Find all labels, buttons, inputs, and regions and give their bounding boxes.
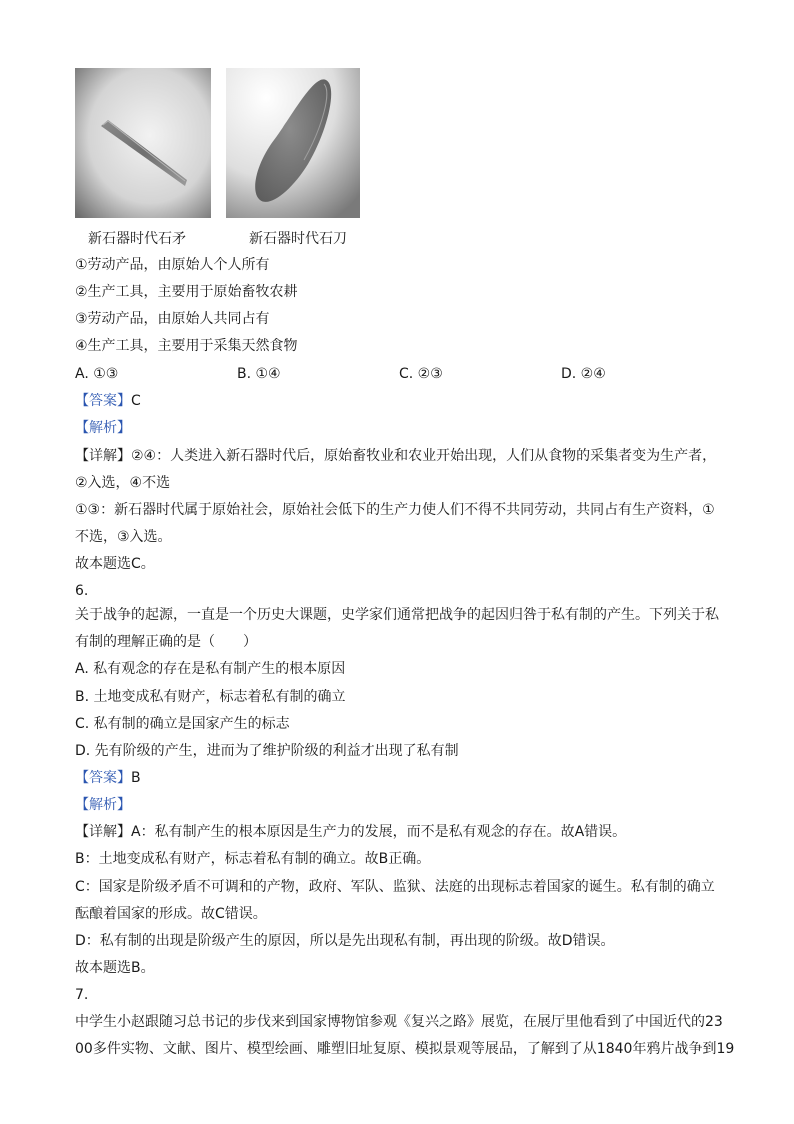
q6-number: 6. <box>75 583 89 599</box>
q5-detail-1 <box>75 446 716 466</box>
statement-3: ③劳动产品，由原始人共同占有 <box>75 311 270 327</box>
spear-caption: 新石器时代石矛 <box>88 231 186 247</box>
detail-tag: 【详解】 <box>75 824 131 840</box>
q6-detail-5: D：私有制的出现是阶级产生的原因，所以是先出现私有制，再出现的阶级。故D错误。 <box>75 933 615 949</box>
q6-detail-3: C：国家是阶级矛盾不可调和的产物，政府、军队、监狱、法庭的出现标志着国家的诞生。私有制的确立 <box>75 879 715 895</box>
q5-answer <box>75 391 141 411</box>
knife-caption: 新石器时代石刀 <box>249 231 347 247</box>
q5-analysis-tag: 【解析】 <box>75 420 131 436</box>
q6-detail-4: 酝酿着国家的形成。故C错误。 <box>75 906 267 922</box>
q6-option-c: C. 私有制的确立是国家产生的标志 <box>75 716 290 732</box>
stone-spear-photo <box>75 68 211 218</box>
q5-option-c: C. ②③ <box>399 366 443 382</box>
statement-2: ②生产工具，主要用于原始畜牧农耕 <box>75 284 298 300</box>
detail-text: A：私有制产生的根本原因是生产力的发展，而不是私有观念的存在。故A错误。 <box>131 824 627 840</box>
q6-analysis-tag: 【解析】 <box>75 797 131 813</box>
q6-option-d: D. 先有阶级的产生，进而为了维护阶级的利益才出现了私有制 <box>75 743 459 759</box>
q5-option-d: D. ②④ <box>561 366 606 382</box>
q5-detail-3: ①③：新石器时代属于原始社会，原始社会低下的生产力使人们不得不共同劳动，共同占有生产资料，① <box>75 502 715 518</box>
q6-stem-1: 关于战争的起源，一直是一个历史大课题，史学家们通常把战争的起因归咎于私有制的产生。下列关于私 <box>75 607 719 623</box>
answer-value: C <box>131 393 141 409</box>
q5-option-a: A. ①③ <box>75 366 119 382</box>
q6-option-a: A. 私有观念的存在是私有制产生的根本原因 <box>75 661 346 677</box>
q7-number: 7. <box>75 987 89 1003</box>
q7-stem-2: 00多件实物、文献、图片、模型绘画、雕塑旧址复原、模拟景观等展品，了解到了从1840年鸦片战争到19 <box>75 1041 735 1057</box>
q6-answer <box>75 768 141 788</box>
detail-tag: 【详解】 <box>75 448 131 464</box>
q5-conclusion: 故本题选C。 <box>75 556 155 572</box>
q6-conclusion: 故本题选B。 <box>75 960 155 976</box>
answer-value: B <box>131 770 141 786</box>
q5-detail-2: ②入选，④不选 <box>75 475 171 491</box>
answer-tag: 【答案】 <box>75 770 131 786</box>
statement-4: ④生产工具，主要用于采集天然食物 <box>75 338 298 354</box>
q6-option-b: B. 土地变成私有财产，标志着私有制的确立 <box>75 689 346 705</box>
detail-text: ②④：人类进入新石器时代后，原始畜牧业和农业开始出现，人们从食物的采集者变为生产者， <box>131 448 717 464</box>
q5-option-b: B. ①④ <box>237 366 281 382</box>
q6-detail-2: B：土地变成私有财产，标志着私有制的确立。故B正确。 <box>75 851 431 867</box>
q6-detail-1 <box>75 822 626 842</box>
statement-1: ①劳动产品，由原始人个人所有 <box>75 257 270 273</box>
q7-stem-1: 中学生小赵跟随习总书记的步伐来到国家博物馆参观《复兴之路》展览，在展厅里他看到了中国近代的23 <box>75 1014 723 1030</box>
q6-stem-2: 有制的理解正确的是（ ） <box>75 634 257 650</box>
q5-detail-4: 不选，③入选。 <box>75 529 172 545</box>
stone-knife-photo <box>226 68 360 218</box>
answer-tag: 【答案】 <box>75 393 131 409</box>
